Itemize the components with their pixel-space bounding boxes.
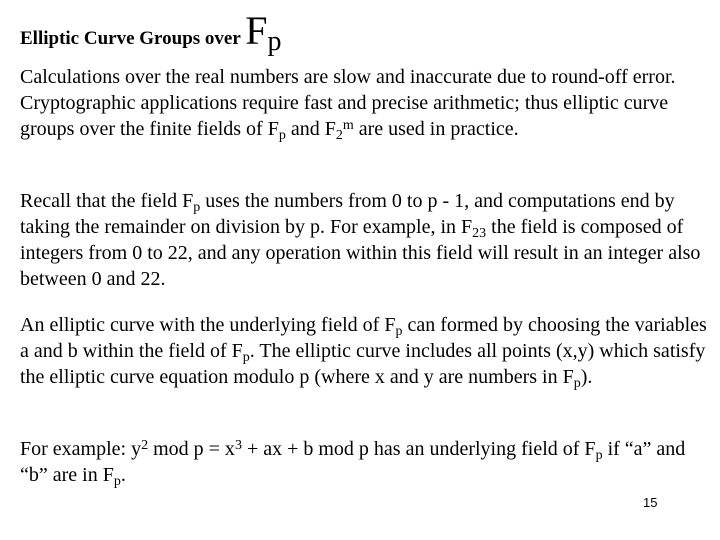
title-prefix: Elliptic Curve Groups over	[20, 28, 246, 49]
paragraph-field-fp: Recall that the field $F_p$ uses the numbers from 0 to p - 1, and computations end by taking the remainder on division by p. For example, in $F_{23}$ the field is composed of integers from 0 to 22, and any operation within this field will result in an integer also between 0 and 22.	[20, 190, 701, 290]
slide-title	[20, 6, 281, 64]
paragraph-example-equation: For example: $y^2$ mod $p = x^3$ + ax + b mod p has an underlying field of $F_p$ if “a” and “b” are in $F_p$.	[20, 438, 686, 489]
page-number: 15	[643, 495, 658, 510]
paragraph-real-numbers: Calculations over the real numbers are slow and inaccurate due to round-off error. Cryptographic applications require fast and precise arithmetic; thus elliptic curve groups over the finite fields of $F_p$ and $F_2^m$ are used in practice.	[20, 66, 676, 143]
paragraph-curve-definition: An elliptic curve with the underlying field of $F_p$ can formed by choosing the variables a and b within the field of $F_p$. The elliptic curve includes all points (x,y) which satisfy the elliptic curve equation modulo p (where x and y are numbers in $F_p$).	[20, 314, 707, 391]
title-field-symbol: $F_p$	[245, 8, 282, 57]
